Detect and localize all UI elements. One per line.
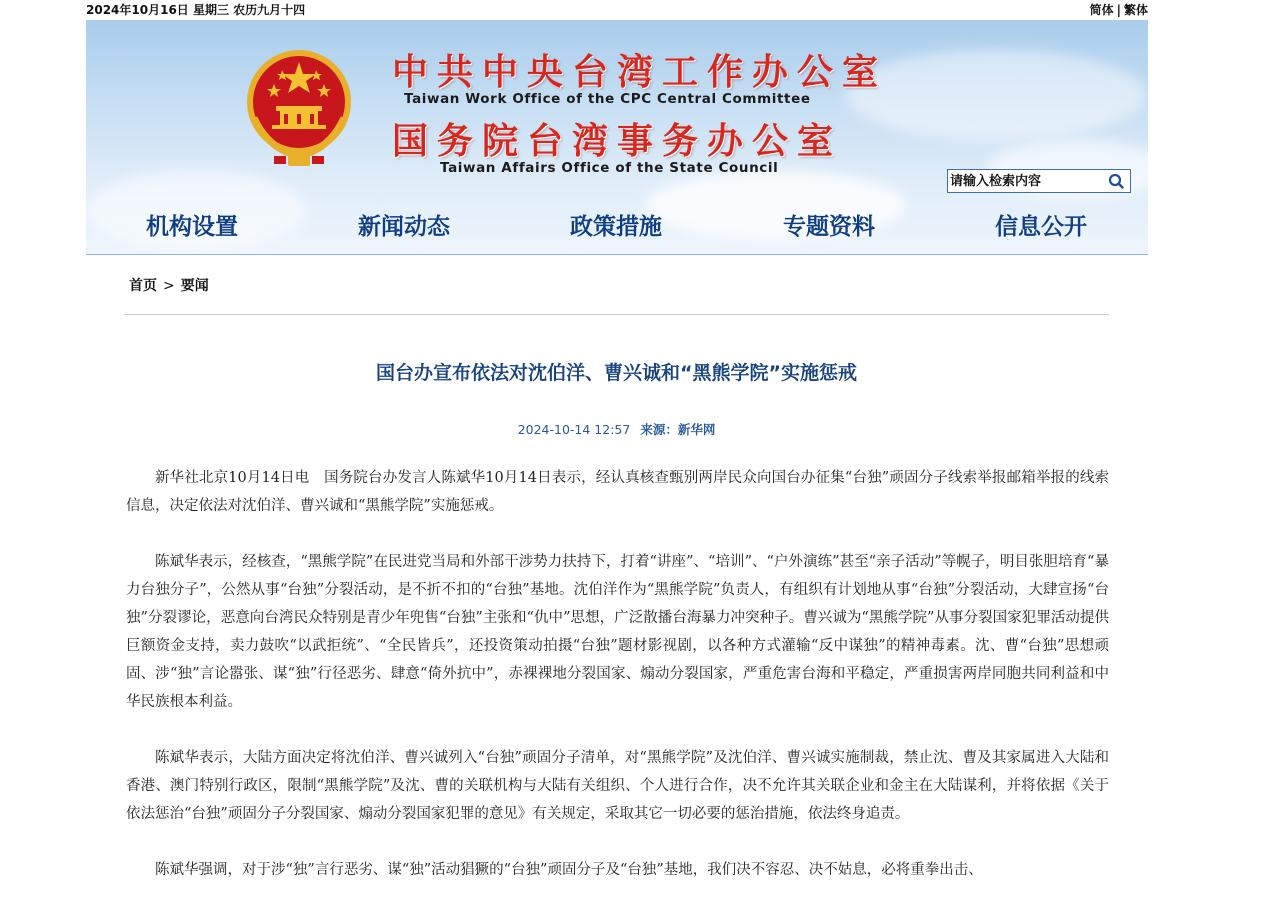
article-source: 来源：新华网: [640, 422, 716, 437]
search-box: [947, 169, 1131, 193]
breadcrumb-home-link[interactable]: 首页: [129, 278, 157, 294]
current-date: 2024年10月16日 星期三 农历九月十四: [86, 3, 306, 17]
cloud-decoration: [846, 50, 1146, 140]
article-datetime: 2024-10-14 12:57: [517, 422, 631, 437]
breadcrumb-separator: >: [163, 278, 175, 294]
nav-item-organization[interactable]: 机构设置: [146, 214, 238, 240]
main-nav: [86, 208, 1148, 248]
lang-separator: |: [1116, 3, 1121, 17]
nav-item-news[interactable]: 新闻动态: [358, 214, 450, 240]
article-body: [126, 464, 1109, 912]
article-meta: [124, 420, 1109, 438]
nav-item-special-topics[interactable]: 专题资料: [783, 214, 875, 240]
title-state-council-office-en: Taiwan Affairs Office of the State Council: [440, 160, 779, 176]
article-paragraph: 陈斌华强调，对于涉“独”言行恶劣、谋“独”活动猖獗的“台独”顽固分子及“台独”基地，我们决不容忍、决不姑息，必将重拳出击、: [155, 862, 983, 878]
article-paragraph: 陈斌华表示，经核查，“黑熊学院”在民进党当局和外部干涉势力扶持下，打着“讲座”、“培训”、“户外演练”甚至“亲子活动”等幌子，明目张胆培育“暴力台独分子”，公然从事“台独”分裂活动，是不折不扣的“台独”基地。沈伯洋作为“黑熊学院”负责人，有组织有计划地从事“台独”分裂活动，大肆宣扬“台独”分裂谬论，恶意向台湾民众特别是青少年兜售“台独”主张和“仇中”思想，广泛散播台海暴力冲突种子。曹兴诚为“黑熊学院”从事分裂国家犯罪活动提供巨额资金支持，卖力鼓吹“以武拒统”、“全民皆兵”，还投资策动拍摄“台独”题材影视剧，以各种方式灌输“反中谋独”的精神毒素。沈、曹“台独”思想顽固、涉“独”言论嚣张、谋“独”行径恶劣、肆意“倚外抗中”，赤裸裸地分裂国家、煽动分裂国家，严重危害台海和平稳定，严重损害两岸同胞共同利益和中华民族根本利益。: [126, 554, 1109, 710]
top-bar: [86, 0, 1148, 18]
article-title: 国台办宣布依法对沈伯洋、曹兴诚和“黑熊学院”实施惩戒: [376, 362, 857, 384]
search-icon[interactable]: [1106, 172, 1126, 190]
language-switch: [1090, 1, 1148, 18]
header-banner: [86, 20, 1148, 255]
breadcrumb: [129, 275, 209, 295]
article-paragraph: 新华社北京10月14日电 国务院台办发言人陈斌华10月14日表示，经认真核查甄别两岸民众向国台办征集“台独”顽固分子线索举报邮箱举报的线索信息，决定依法对沈伯洋、曹兴诚和“黑熊学院”实施惩戒。: [126, 470, 1109, 514]
nav-item-policies[interactable]: 政策措施: [570, 214, 662, 240]
title-cpc-office-cn: 中共中央台湾工作办公室: [392, 51, 888, 93]
nav-item-info-disclosure[interactable]: 信息公开: [995, 214, 1087, 240]
lang-traditional-link[interactable]: 繁体: [1123, 3, 1148, 17]
title-cpc-office-en: Taiwan Work Office of the CPC Central Committee: [404, 91, 811, 107]
lang-simplified-link[interactable]: 简体: [1089, 3, 1114, 17]
search-input[interactable]: [948, 170, 1106, 192]
national-emblem-icon[interactable]: [244, 48, 354, 168]
title-state-council-office-cn: 国务院台湾事务办公室: [392, 120, 843, 162]
divider-line: [124, 314, 1109, 315]
article-paragraph: 陈斌华表示，大陆方面决定将沈伯洋、曹兴诚列入“台独”顽固分子清单，对“黑熊学院”及沈伯洋、曹兴诚实施制裁，禁止沈、曹及其家属进入大陆和香港、澳门特别行政区，限制“黑熊学院”及沈、曹的关联机构与大陆有关组织、个人进行合作，决不允许其关联企业和金主在大陆谋利，并将依据《关于依法惩治“台独”顽固分子分裂国家、煽动分裂国家犯罪的意见》有关规定，采取其它一切必要的惩治措施，依法终身追责。: [126, 750, 1109, 822]
breadcrumb-current-link[interactable]: 要闻: [180, 278, 209, 294]
